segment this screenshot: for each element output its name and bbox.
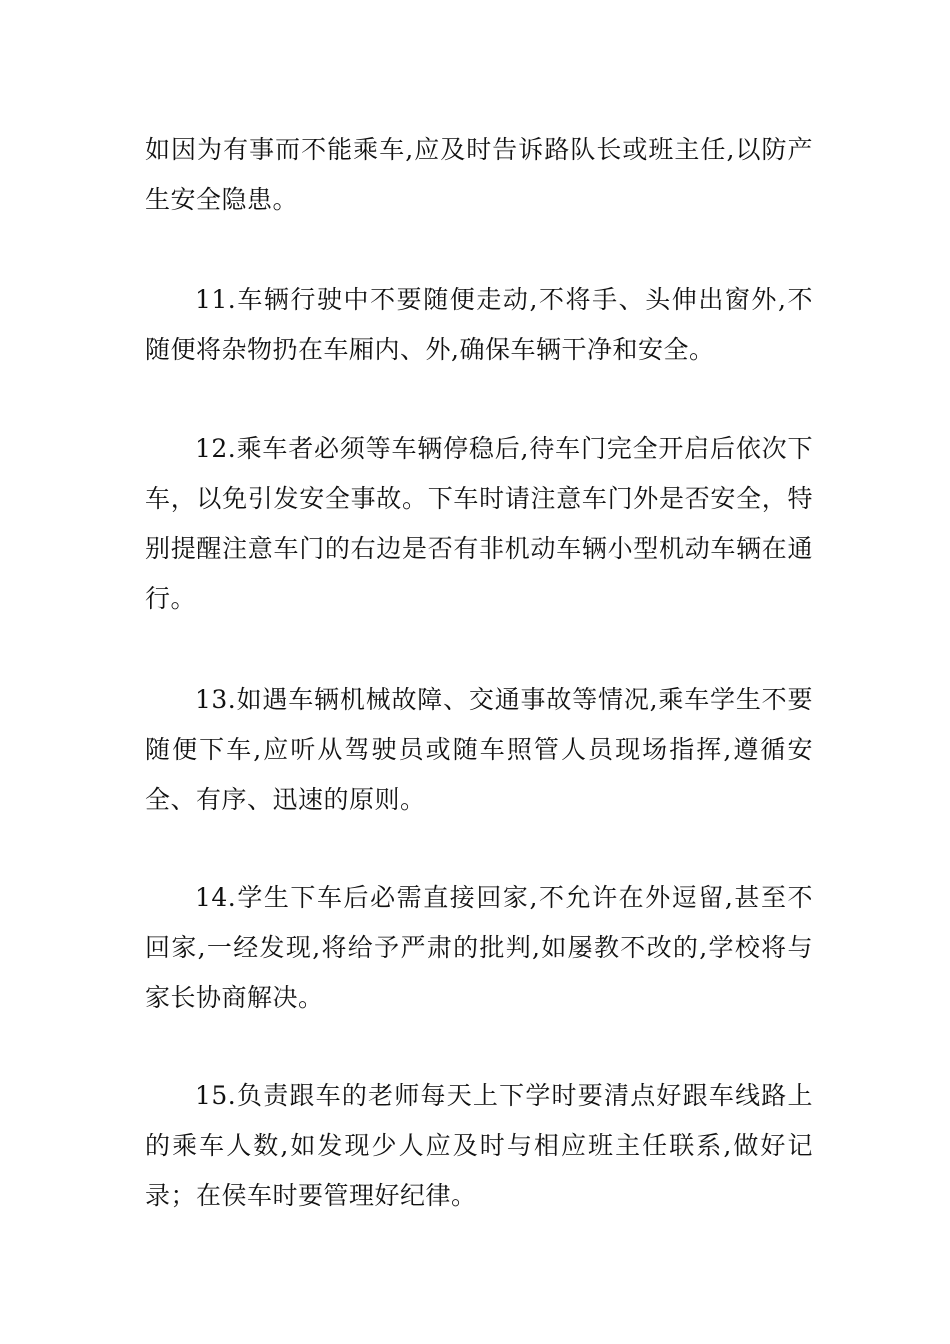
paragraph-rule-11: 11.车辆行驶中不要随便走动,不将手、头伸出窗外,不随便将杂物扔在车厢内、外,确保车辆干净和安全。 — [145, 285, 813, 364]
paragraph-rule-13: 13.如遇车辆机械故障、交通事故等情况,乘车学生不要随便下车,应听从驾驶员或随车照管人员现场指挥,遵循安全、有序、迅速的原则。 — [145, 685, 813, 814]
paragraph-rule-14: 14.学生下车后必需直接回家,不允许在外逗留,甚至不回家,一经发现,将给予严肃的批判,如屡教不改的,学校将与家长协商解决。 — [145, 883, 813, 1012]
paragraph-continued: 如因为有事而不能乘车,应及时告诉路队长或班主任,以防产生安全隐患。 — [145, 135, 813, 214]
paragraph-rule-15: 15.负责跟车的老师每天上下学时要清点好跟车线路上的乘车人数,如发现少人应及时与相应班主任联系,做好记录；在侯车时要管理好纪律。 — [145, 1081, 813, 1210]
paragraph-rule-12: 12.乘车者必须等车辆停稳后,待车门完全开启后依次下车，以免引发安全事故。下车时请注意车门外是否安全，特别提醒注意车门的右边是否有非机动车辆小型机动车辆在通行。 — [145, 434, 813, 613]
